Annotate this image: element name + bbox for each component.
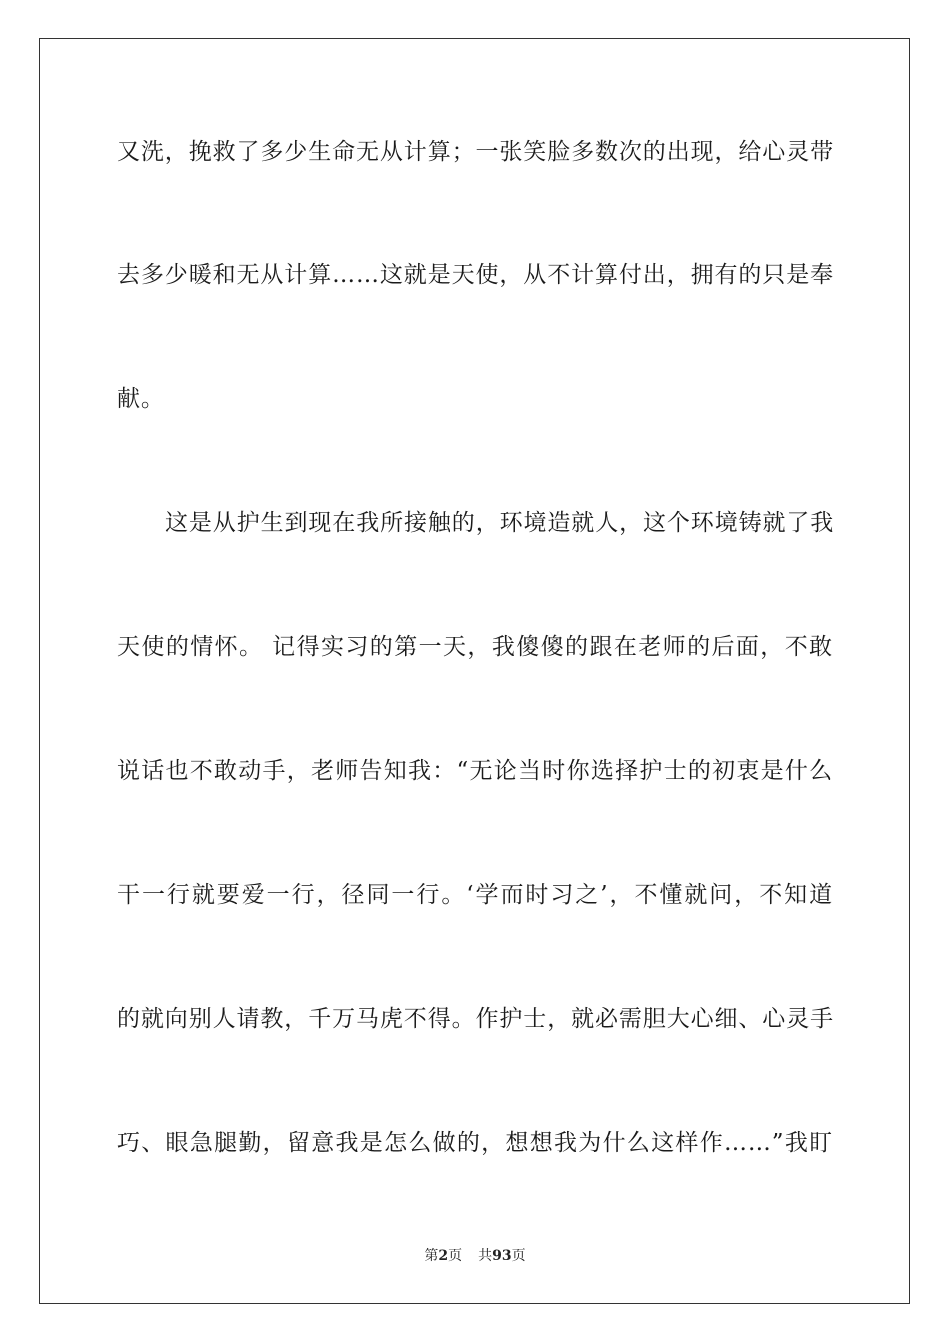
total-pages: 93 [492, 1248, 512, 1264]
text-line-5: 天使的情怀。 记得实习的第一天，我傻傻的跟在老师的后面，不敢 [117, 634, 833, 660]
text-line-4-paragraph-start: 这是从护生到现在我所接触的，环境造就人，这个环境铸就了我 [165, 510, 835, 536]
page-number: 2 [438, 1248, 449, 1264]
page-suffix: 页 [448, 1248, 463, 1264]
page-border [39, 38, 910, 1304]
text-line-6: 说话也不敢动手，老师告知我：“无论当时你选择护士的初衷是什么 [117, 758, 833, 784]
total-suffix: 页 [511, 1248, 526, 1264]
text-line-3: 献。 [117, 386, 165, 412]
total-prefix: 共 [478, 1248, 493, 1264]
text-line-7: 干一行就要爱一行，径同一行。‘学而时习之’，不懂就问，不知道 [117, 882, 833, 908]
text-line-8: 的就向别人请教，千万马虎不得。作护士，就必需胆大心细、心灵手 [117, 1006, 834, 1032]
text-line-9: 巧、眼急腿勤，留意我是怎么做的，想想我为什么这样作……”我盯 [117, 1130, 833, 1156]
text-line-2: 去多少暖和无从计算……这就是天使，从不计算付出，拥有的只是奉 [117, 262, 834, 288]
text-line-1: 又洗，挽救了多少生命无从计算；一张笑脸多数次的出现，给心灵带 [117, 139, 834, 165]
page-prefix: 第 [424, 1248, 439, 1264]
page-footer [0, 1247, 950, 1265]
